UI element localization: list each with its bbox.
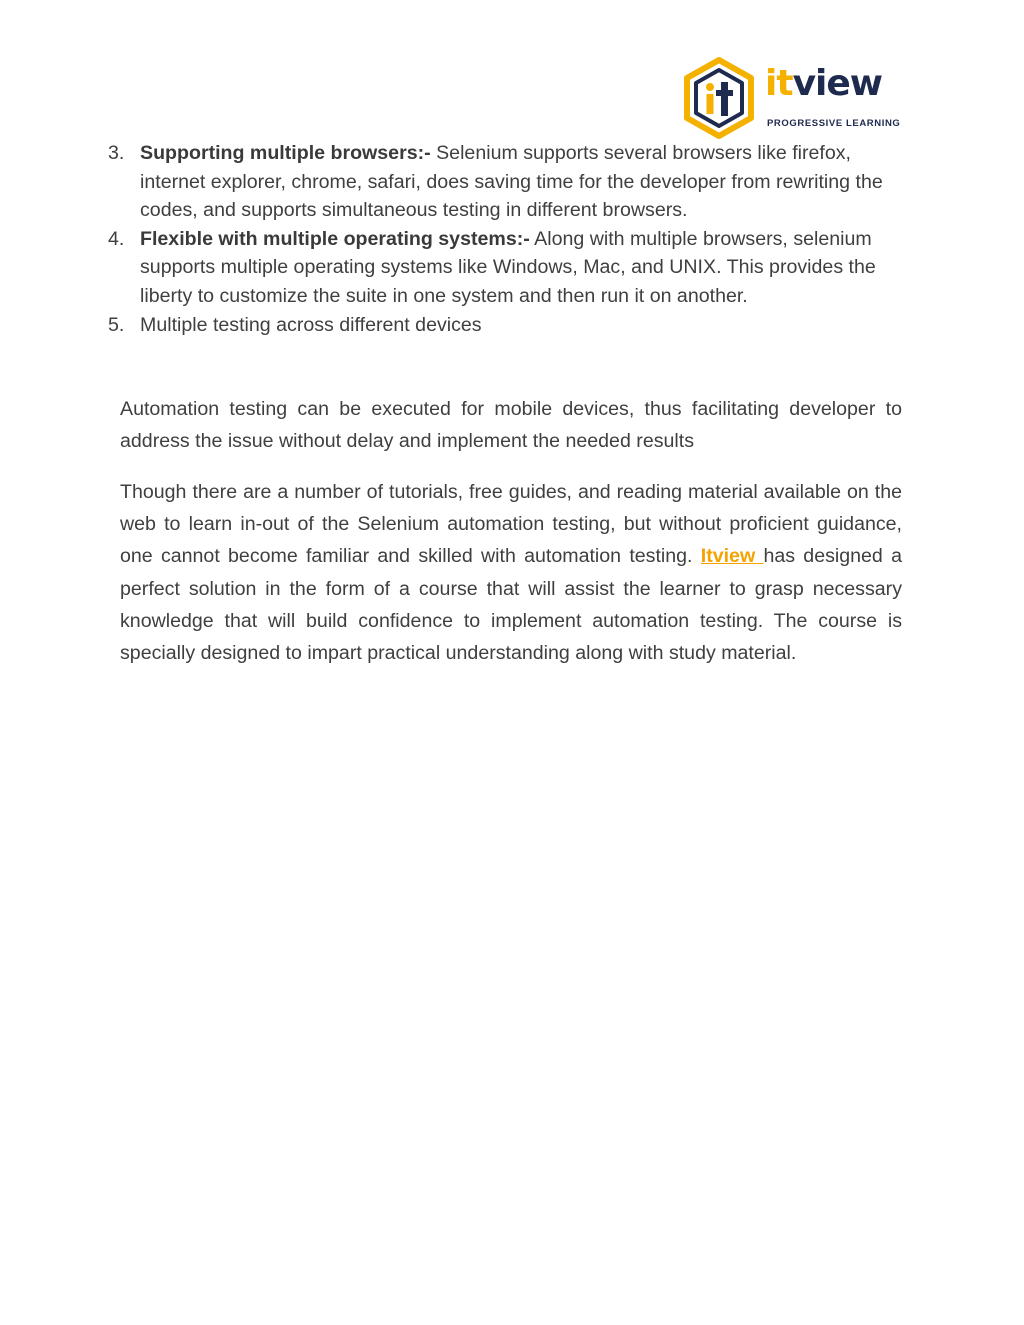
paragraph-course-info	[120, 476, 902, 669]
brand-wordmark: itview	[765, 63, 883, 104]
list-item-number: 4.	[108, 227, 125, 250]
itview-link[interactable]: Itview	[700, 545, 764, 568]
feature-list	[108, 139, 908, 339]
paragraph-text: has designed a perfect solution in the form of a course that will assist the learner to grasp necessary knowledge that will build confidence to implement automation testing. The course is specially designed to impart practical understanding along with study material.	[120, 545, 902, 665]
list-item	[108, 311, 908, 340]
list-item-text: Along with multiple browsers, selenium supports multiple operating systems like Windows, Mac, and UNIX. This provides the liberty to customize the suite in one system and then run it on another.	[140, 227, 876, 307]
paragraph-text: Though there are a number of tutorials, free guides, and reading material available on the web to learn in-out of the Selenium automation testing, but without proficient guidance, one cannot become familiar and skilled with automation testing.	[120, 481, 902, 568]
list-item-text: Selenium supports several browsers like firefox, internet explorer, chrome, safari, does saving time for the developer from rewriting the codes, and supports simultaneous testing in different browsers.	[140, 142, 883, 222]
list-item	[108, 225, 908, 311]
brand-tagline: PROGRESSIVE LEARNING	[767, 118, 901, 129]
itview-hexagon-logo-icon	[683, 56, 761, 140]
list-item	[108, 139, 908, 225]
paragraph-mobile-testing: Automation testing can be executed for mobile devices, thus facilitating developer to address the issue without delay and implement the needed results	[120, 398, 902, 453]
list-item-title: Supporting multiple browsers:-	[140, 142, 431, 164]
itview-logo	[683, 56, 908, 140]
list-item-title: Flexible with multiple operating systems:-	[140, 227, 530, 250]
list-item-number: 5.	[108, 313, 125, 336]
list-item-text: Multiple testing across different devices	[140, 313, 482, 336]
list-item-number: 3.	[108, 142, 125, 164]
